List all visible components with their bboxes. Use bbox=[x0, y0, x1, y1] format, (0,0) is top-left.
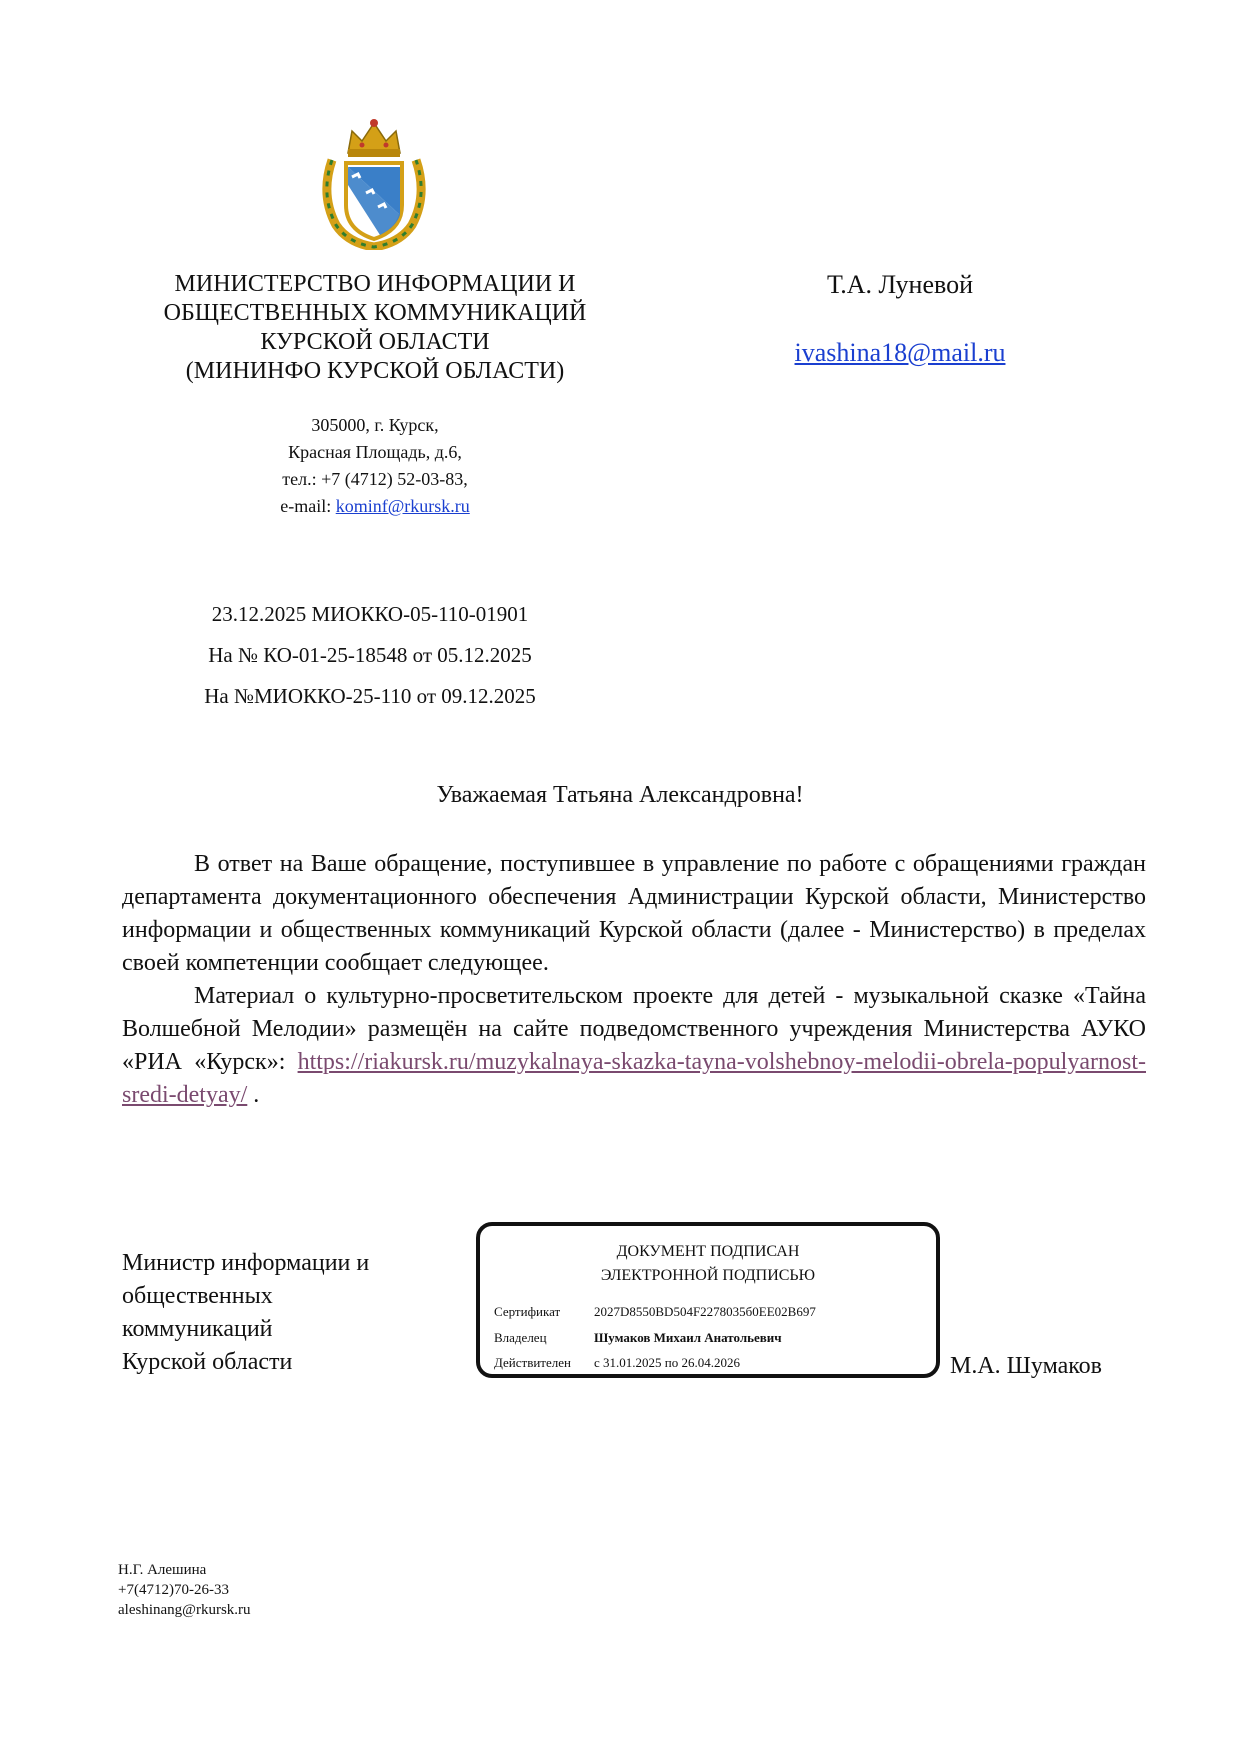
email-label: e-mail: bbox=[280, 496, 336, 516]
position-line: общественных bbox=[122, 1283, 273, 1309]
reference-number: На №МИОККО-25-110 от 09.12.2025 bbox=[204, 684, 536, 708]
letter-body bbox=[122, 848, 1146, 1112]
org-name-line: (МИНИНФО КУРСКОЙ ОБЛАСТИ) bbox=[185, 358, 565, 384]
validity-value: с 31.01.2025 по 26.04.2026 bbox=[594, 1355, 740, 1370]
paragraph: В ответ на Ваше обращение, поступившее в управление по работе с обращениями граждан департамента документационного обеспечения Администрации Курской области, Министерство информации и общественных коммуникаций Курской области (далее - Министерство) в пределах своей компетенции сообщает следующее. bbox=[122, 851, 1146, 976]
salutation: Уважаемая Татьяна Александровна! bbox=[436, 782, 804, 808]
stamp-certificate-row bbox=[494, 1304, 816, 1320]
executor-info bbox=[118, 1560, 251, 1620]
org-address-block bbox=[230, 412, 520, 520]
owner-value: Шумаков Михаил Анатольевич bbox=[594, 1330, 782, 1345]
recipient-name: Т.А. Луневой bbox=[826, 270, 973, 299]
org-name-line: КУРСКОЙ ОБЛАСТИ bbox=[260, 329, 490, 355]
paragraph-text: Материал о культурно-просветительском проекте для детей - музыкальной сказке «Тайна Волшебной Мелодии» размещён на сайте подведомственного учреждения Министерства АУКО «РИА «Курск»: bbox=[122, 983, 1146, 1075]
signer-position bbox=[122, 1247, 462, 1379]
stamp-title bbox=[480, 1240, 936, 1288]
owner-label: Владелец bbox=[494, 1330, 547, 1345]
org-email-link[interactable]: kominf@rkursk.ru bbox=[335, 496, 470, 516]
paragraph bbox=[122, 980, 1146, 1112]
executor-email: aleshinang@rkursk.ru bbox=[118, 1602, 251, 1618]
position-line: коммуникаций bbox=[122, 1316, 273, 1342]
stamp-title-line: ЭЛЕКТРОННОЙ ПОДПИСЬЮ bbox=[600, 1267, 816, 1284]
position-line: Курской области bbox=[122, 1349, 293, 1375]
executor-name: Н.Г. Алешина bbox=[118, 1562, 207, 1578]
address-line: Красная Площадь, д.6, bbox=[288, 442, 462, 462]
stamp-owner-row bbox=[494, 1330, 782, 1346]
recipient-email-link[interactable]: ivashina18@mail.ru bbox=[794, 338, 1006, 367]
phone-line: тел.: +7 (4712) 52-03-83, bbox=[282, 469, 468, 489]
organization-header bbox=[150, 270, 600, 386]
reference-number: На № КО-01-25-18548 от 05.12.2025 bbox=[208, 643, 532, 667]
article-link[interactable]: https://riakursk.ru/muzykalnaya-skazka-tayna-volshebnoy-melodii-obrela-populyarnost-sredi-detyay/ bbox=[122, 1049, 1146, 1108]
executor-phone: +7(4712)70-26-33 bbox=[118, 1582, 229, 1598]
stamp-validity-row bbox=[494, 1355, 740, 1371]
email-line bbox=[230, 493, 520, 520]
document-references bbox=[160, 594, 580, 717]
address-line: 305000, г. Курск, bbox=[311, 415, 439, 435]
recipient-block bbox=[740, 270, 1060, 368]
outgoing-number: 23.12.2025 МИОККО-05-110-01901 bbox=[211, 602, 529, 626]
signer-name: М.А. Шумаков bbox=[950, 1353, 1103, 1379]
coat-of-arms-emblem bbox=[318, 115, 430, 250]
validity-label: Действителен bbox=[494, 1355, 571, 1370]
position-line: Министр информации и bbox=[122, 1250, 370, 1276]
org-name-line: ОБЩЕСТВЕННЫХ КОММУНИКАЦИЙ bbox=[163, 300, 587, 326]
paragraph-end: . bbox=[247, 1082, 260, 1108]
electronic-signature-stamp bbox=[476, 1222, 940, 1378]
org-name-line: МИНИСТЕРСТВО ИНФОРМАЦИИ И bbox=[174, 271, 576, 297]
certificate-value: 2027D8550BD504F2278035б0EE02B697 bbox=[594, 1304, 816, 1319]
stamp-title-line: ДОКУМЕНТ ПОДПИСАН bbox=[616, 1243, 800, 1260]
certificate-label: Сертификат bbox=[494, 1304, 561, 1319]
